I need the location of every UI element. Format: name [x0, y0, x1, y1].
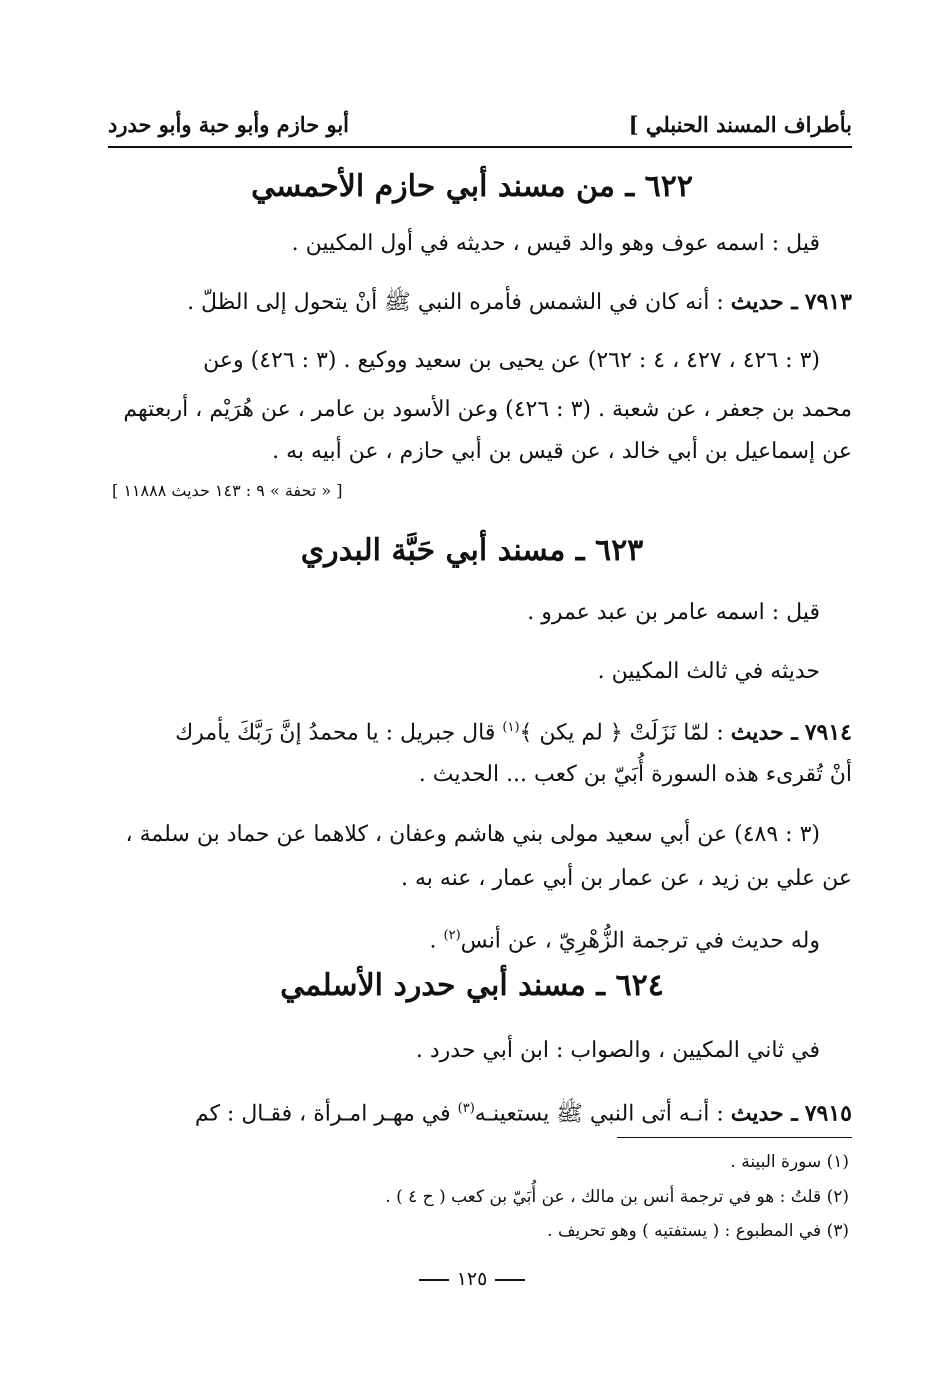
hadith-text: : أنه كان في الشمس فأمره النبي ﷺ أنْ يتحول إلى الظلّ .	[187, 290, 724, 315]
tuhfa-reference: [ « تحفة » ٩ : ١٤٣ حديث ١١٨٨٨ ]	[112, 481, 343, 500]
hadith-text: : أنـه أتى النبي ﷺ يستعينـه	[474, 1101, 724, 1127]
hadith-number: ٧٩١٥	[804, 1100, 852, 1127]
isnad-line: عن علي بن زيد ، عن عمار بن أبي عمار ، عنه به .	[400, 866, 852, 891]
section-heading-624: ٦٢٤ ـ مسند أبي حدرد الأسلمي	[280, 968, 664, 1003]
section-intro: حديثه في ثالث المكيين .	[597, 659, 820, 684]
footnote-marker: (٣)	[457, 1101, 475, 1116]
hadith-7914	[175, 713, 852, 748]
isnad-line: (٣ : ٤٨٩) عن أبي سعيد مولى بني هاشم وعفان ، كلاهما عن حماد بن سلمة ،	[125, 822, 820, 847]
dash-decoration	[495, 1279, 525, 1281]
running-header-section-title: أبو حازم وأبو حبة وأبو حدرد	[108, 112, 350, 137]
section-heading-622: ٦٢٢ ـ من مسند أبي حازم الأحمسي	[251, 169, 693, 204]
extra-note-end: .	[429, 928, 444, 954]
hadith-text: : لمّا نَزَلَتْ ﴿ لم يكن ﴾	[519, 720, 724, 746]
hadith-text: في مهـر امـرأة ، فقـال : كم	[194, 1101, 458, 1127]
footnote-1: (١) سورة البينة .	[730, 1152, 849, 1172]
section-heading-623: ٦٢٣ ـ مسند أبي حَبَّة البدري	[300, 533, 644, 568]
hadith-label: ـ حديث	[730, 1100, 798, 1127]
hadith-text: قال جبريل : يا محمدُ إنَّ رَبَّكَ يأمرك	[175, 720, 503, 746]
hadith-number: ٧٩١٣	[804, 289, 852, 315]
hadith-7915	[195, 1094, 852, 1129]
footnote-3: (٣) في المطبوع : ( يستفتيه ) وهو تحريف .	[547, 1221, 849, 1241]
hadith-text-line: أنْ تُقرىء هذه السورة أُبَيّ بن كعب ... الحديث .	[418, 762, 852, 787]
hadith-7913	[187, 287, 852, 318]
isnad-line: عن إسماعيل بن أبي خالد ، عن قيس بن أبي حازم ، عن أبيه به .	[272, 439, 852, 464]
isnad-line: محمد بن جعفر ، عن شعبة . (٣ : ٤٢٦) وعن الأسود بن عامر ، عن هُرَيْم ، أربعتهم	[123, 397, 852, 422]
footnote-marker: (٢)	[443, 928, 461, 943]
hadith-label: ـ حديث	[730, 719, 798, 746]
header-divider	[108, 146, 852, 148]
running-header-book-title: بأطراف المسند الحنبلي ]	[628, 112, 852, 137]
dash-decoration	[419, 1279, 449, 1281]
section-intro: في ثاني المكيين ، والصواب : ابن أبي حدرد .	[415, 1038, 820, 1063]
footnote-divider	[617, 1137, 852, 1138]
hadith-number: ٧٩١٤	[804, 719, 852, 746]
section-intro: قيل : اسمه عوف وهو والد قيس ، حديثه في أول المكيين .	[291, 231, 820, 256]
section-intro: قيل : اسمه عامر بن عبد عمرو .	[527, 600, 820, 625]
extra-note-text: وله حديث في ترجمة الزُّهْرِيّ ، عن أنس	[460, 928, 820, 954]
page-number-value: ١٢٥	[456, 1268, 488, 1290]
extra-note	[430, 921, 821, 956]
footnote-2: (٢) قلتُ : هو في ترجمة أنس بن مالك ، عن أُبَيّ بن كعب ( ح ٤ ) .	[385, 1187, 849, 1207]
hadith-label: ـ حديث	[730, 289, 798, 315]
footnote-marker: (١)	[502, 720, 520, 735]
page-number	[0, 1268, 944, 1290]
isnad-line: (٣ : ٤٢٦ ، ٤٢٧ ، ٤ : ٢٦٢) عن يحيى بن سعيد ووكيع . (٣ : ٤٢٦) وعن	[203, 348, 820, 373]
